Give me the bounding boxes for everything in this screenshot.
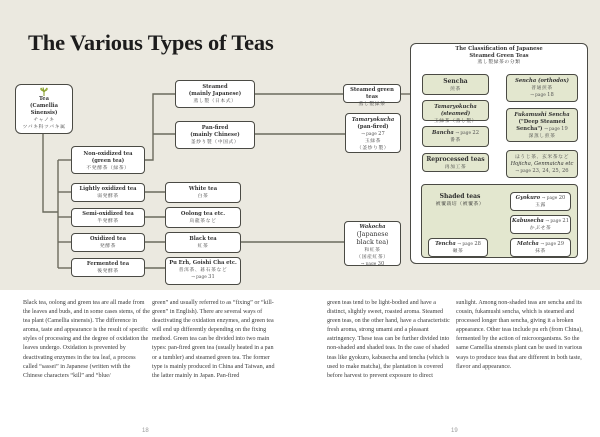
label: Bancha [431,130,454,136]
label: Sencha (orthodox) [515,78,569,84]
label-jp: 後発酵茶 [97,269,119,274]
hojicha-box [506,150,578,178]
label: Tamaryokucha [351,117,395,123]
bancha-box [422,126,489,147]
label-jp: 煎茶 [450,87,461,92]
label-jp: 碾茶 [452,249,464,254]
label: Steamed [202,84,228,90]
label: Hojicha, Genmaicha etc [510,161,574,167]
label: Tencha [435,241,456,247]
page-ref: → page 31 [191,274,215,280]
root-jp-1: チャノキ [33,118,55,123]
wakocha-box [344,221,401,266]
page-ref: → page 23, 24, 25, 26 [515,168,569,174]
page-ref: → page 20 [541,195,566,201]
label-jp: 烏龍茶など [189,219,217,224]
body-text-col-2: green” and usually referred to as “fixing” or “kill-green” in English). There are several ways of deactivating the oxidation enzymes, and green tea will end up differently depending on the fixing method. Green tea can be divided into two main types: pan-fired green tea (usually heated in a pan or a tumbler) and steamed green tea. The former type is mainly produced in China and Taiwan, and the latter mainly in Japan. Pan-fired [152,300,275,379]
kabusecha-box [510,215,571,234]
label-jp: 白茶 [197,194,209,199]
label-2: (mainly Japanese) [188,91,242,97]
page-ref: → page 21 [545,218,569,224]
non-oxidized-box [71,146,145,174]
label-jp: 抹茶 [535,249,546,254]
label-2: ("Deep Steamed [518,119,566,125]
label: Non-oxidized tea [83,151,133,157]
tea-leaf-icon [39,87,49,96]
root-latin-1: (Camellia [29,103,58,109]
label-2: (green tea) [91,158,125,164]
body-text-col-3: green teas tend to be light-bodied and have a distinct, slightly sweet, roasted aroma. Steamed green teas, on the other hand, have a characteristic fresh aroma, strong umami and a pleasant astringency. These teas can be further divided into non-shaded and shaded teas. In the case of shaded teas like gyokuro, kabusecha and tencha (which is used to make matcha), the plantation is covered before harvest to prevent exposure to direct [327,300,450,379]
label: Reprocessed teas [426,156,485,163]
label-jp: 不発酵茶（緑茶） [86,166,130,171]
label: Kabusecha [512,218,544,224]
page-number-right: 19 [451,428,458,434]
label-jp: 再加工茶 [444,165,467,170]
label: Oxidized tea [90,236,126,242]
body-text-col-1: Black tea, oolong and green tea are all made from the leaves and buds, and in some cases stems, of the tea plant (Camellia sinensis). The difference in aroma, taste and appearance is the result of specific styles of processing and the degree of oxidation the leaves undergo. Oxidation is prevented by deactivating enzymes in the tea leaf, a process called “sassei” in Japanese (written with the Chinese characters “kill” and “blue/ [23,300,150,379]
label-2: (Japanese [356,230,389,238]
label: Matcha [516,241,539,247]
label: Semi-oxidized tea [82,211,134,217]
label: Fukamushi Sencha [514,112,570,118]
label: Fermented tea [86,261,130,267]
page-ref: → page 30 [360,261,385,267]
fermented-box [71,258,145,277]
page-ref: → page 28 [457,241,481,247]
label-jp: 半発酵茶 [97,219,119,224]
label-2: (pan-fired) [357,124,389,130]
label: Steamed green teas [350,87,394,100]
steamed-method-box [175,80,255,108]
label-2: (mainly Chinese) [190,132,240,138]
pan-fired-method-box [175,121,255,149]
label-jp: ほうじ茶、玄米茶など [515,155,569,160]
label-jp: 紅茶 [197,244,209,249]
tencha-box [428,238,488,257]
label-jp: かぶせ茶 [529,226,552,231]
page-ref: → page 19 [544,126,568,132]
shaded-teas-title: Shaded teas 被覆栽培（被覆茶） [435,193,485,207]
label-jp: 玉緑茶（蒸し製） [433,119,478,124]
label-jp: 釜炒り製（中国式） [190,140,240,145]
oolong-tea-box [165,207,241,228]
label-jp: 和紅茶 [364,248,381,253]
label-jp: 玉緑茶 [364,139,382,144]
label-jp: 普洱茶、碁石茶など [178,268,228,273]
body-text-col-4: sunlight. Among non-shaded teas are sencha and its cousin, fukamushi sencha, which is steamed and processed longer than sencha, giving it a broken appearance. Other teas include pu erh (from China), fermented by the action of microorganisms. So the same Camellia sinensis plant can be used in various ways to produce teas that are different in both taste, flavor and appearance. [456,300,583,370]
label: Pan-fired [201,125,229,131]
label-jp: 弱発酵茶 [97,194,119,199]
pu-erh-box [165,257,241,285]
tamaryokucha-pan-box [345,113,401,153]
label: Black tea [189,236,217,242]
steamed-green-teas-box [343,84,401,107]
label: Gyokuro [515,195,541,201]
label: Sencha [443,78,468,85]
label-jp: 発酵茶 [99,244,117,249]
oxidized-box [71,233,145,252]
classification-panel-title: The Classification of Japanese Steamed Green Teas 蒸し製緑茶の分類 [455,46,543,65]
tamaryokucha-steamed-box [422,100,489,124]
semi-oxidized-box [71,208,145,227]
label-jp-2: （国産紅茶） [356,255,389,260]
sencha-orthodox-box [506,74,578,102]
label-3: Sencha") [516,126,543,132]
root-jp-2: ツバキ科ツバキ属 [22,125,66,130]
label-3: black tea) [356,238,389,246]
label-jp: 深蒸し煎茶 [528,134,556,139]
reprocessed-box [422,153,489,172]
label: Pu Erh, Goishi Cha etc. [169,260,237,266]
label-jp: 蒸し製（日本式） [193,99,237,104]
gyokuro-box [510,192,571,211]
page-ref: → page 22 [455,130,480,136]
white-tea-box [165,182,241,203]
page-number-left: 18 [142,428,149,434]
label-jp: 普通煎茶 [531,86,553,91]
label: White tea [188,186,218,192]
label-jp: 玉露 [535,203,546,208]
label-jp: 番茶 [450,138,461,143]
label: Tamaryokucha (steamed) [434,104,477,117]
label-jp-2: （釜炒り製） [356,146,390,151]
root-label: Tea [39,96,49,102]
lightly-oxidized-box [71,183,145,202]
black-tea-box [165,232,241,253]
page-ref: → page 27 [361,131,385,137]
label: Wakocha [359,224,386,230]
label-jp: 蒸し製緑茶 [358,102,386,107]
root-tea-box [15,84,73,134]
page-title: The Various Types of Teas [28,30,274,55]
root-latin-2: Sinensis) [30,110,58,116]
fukamushi-sencha-box [506,108,578,142]
page-ref: → page 29 [540,241,564,247]
label: Oolong tea etc. [180,211,226,217]
matcha-box [510,238,571,257]
page-ref: → page 18 [530,92,554,98]
sencha-box [422,74,489,95]
label: Lightly oxidized tea [79,186,137,192]
